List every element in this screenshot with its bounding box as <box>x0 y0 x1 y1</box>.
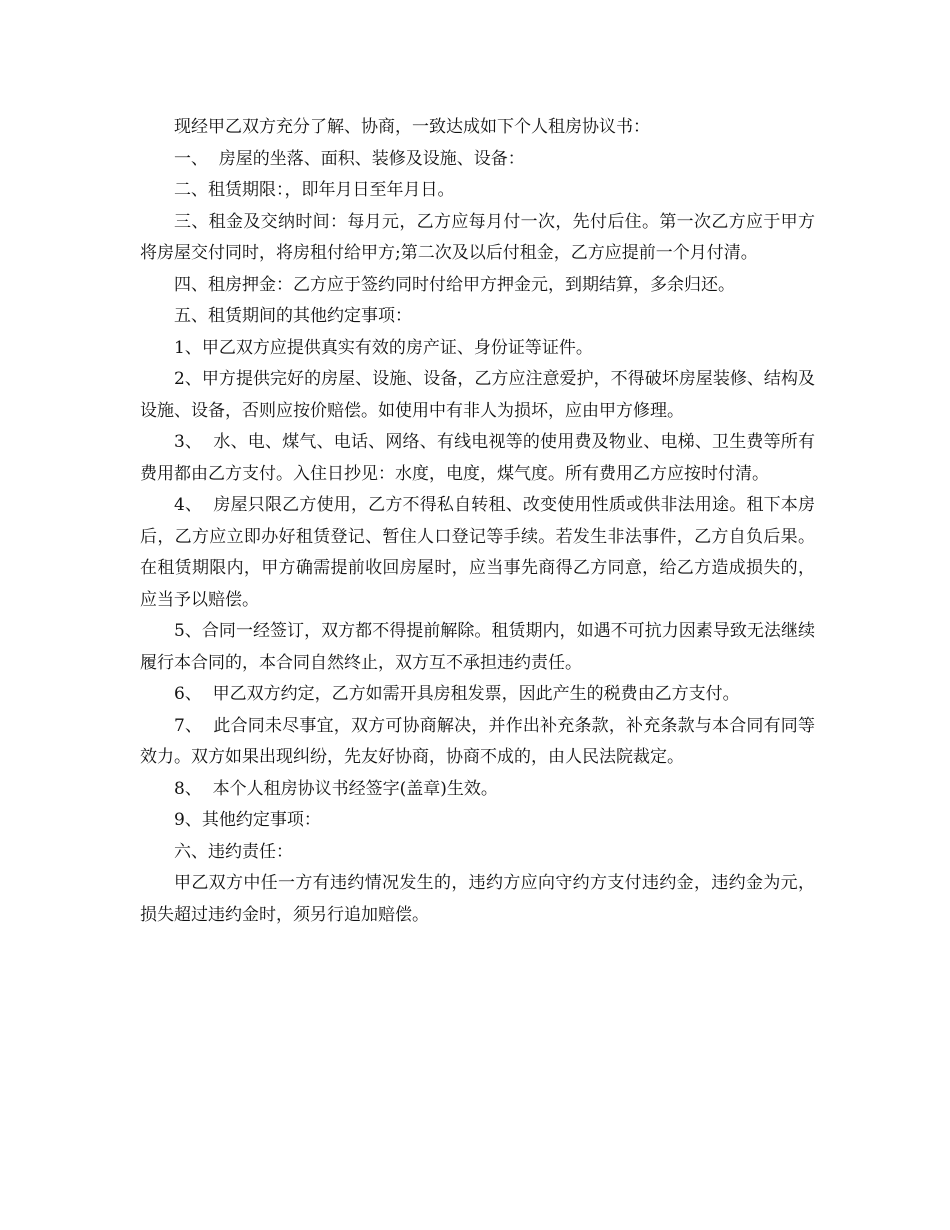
term-9-other: 9、其他约定事项： <box>174 810 321 830</box>
clause-breach-body: 甲乙双方中任一方有违约情况发生的，违约方应向守约方支付违约金，违约金为元，损失超过违约金时，须另行追加赔偿。 <box>140 873 815 925</box>
clause-rent-payment: 三、租金及交纳时间：每月元，乙方应每月付一次，先付后住。第一次乙方应于甲方将房屋交付同时，将房租付给甲方;第二次及以后付租金，乙方应提前一个月付清。 <box>140 211 815 263</box>
clause-other-terms-heading: 五、租赁期间的其他约定事项： <box>174 306 412 326</box>
term-2-maintenance: 2、甲方提供完好的房屋、设施、设备，乙方应注意爱护，不得破坏房屋装修、结构及设施、设备，否则应按价赔偿。如使用中有非人为损坏，应由甲方修理。 <box>140 369 815 421</box>
term-8-effective: 8、 本个人租房协议书经签字(盖章)生效。 <box>174 778 498 799</box>
clause-breach-heading: 六、违约责任： <box>174 841 293 862</box>
clause-deposit: 四、租房押金：乙方应于签约同时付给甲方押金元，到期结算，多余归还。 <box>174 274 735 295</box>
term-1-documents: 1、甲乙双方应提供真实有效的房产证、身份证等证件。 <box>174 337 593 358</box>
clause-lease-term: 二、租赁期限：，即年月日至年月日。 <box>174 180 455 200</box>
clause-property-location: 一、 房屋的坐落、面积、装修及设施、设备： <box>174 148 525 169</box>
intro-paragraph: 现经甲乙双方充分了解、协商，一致达成如下个人租房协议书： <box>174 117 650 137</box>
term-6-invoice: 6、 甲乙双方约定，乙方如需开具房租发票，因此产生的税费由乙方支付。 <box>174 684 740 704</box>
term-4-usage: 4、 房屋只限乙方使用，乙方不得私自转租、改变使用性质或供非法用途。租下本房后，乙方应立即办好租赁登记、暂住人口登记等手续。若发生非法事件，乙方自负后果。在租赁期限内，甲方确需提前收回房屋时，应当事先商得乙方同意，给乙方造成损失的，应当予以赔偿。 <box>140 495 815 610</box>
term-5-termination: 5、合同一经签订，双方都不得提前解除。租赁期内，如遇不可抗力因素导致无法继续履行本合同的，本合同自然终止，双方互不承担违约责任。 <box>140 621 815 673</box>
document-body <box>140 112 815 931</box>
term-7-supplementary: 7、 此合同未尽事宜，双方可协商解决，并作出补充条款，补充条款与本合同有同等效力。双方如果出现纠纷，先友好协商，协商不成的，由人民法院裁定。 <box>140 715 815 767</box>
term-3-utilities: 3、 水、电、煤气、电话、网络、有线电视等的使用费及物业、电梯、卫生费等所有费用都由乙方支付。入住日抄见：水度，电度，煤气度。所有费用乙方应按时付清。 <box>140 432 815 484</box>
